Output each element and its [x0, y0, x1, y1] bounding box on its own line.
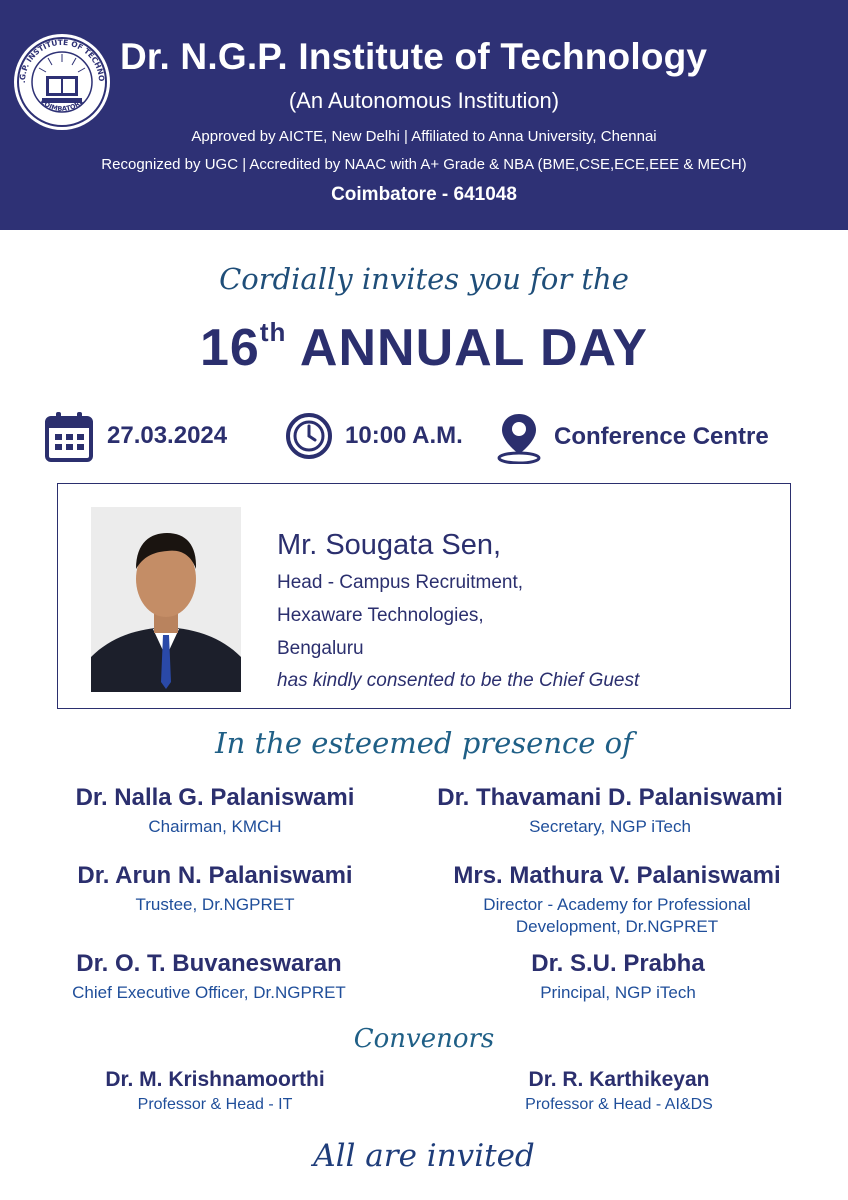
- dignitary-card: [420, 950, 816, 1004]
- institution-name: Dr. N.G.P. Institute of Technology: [120, 36, 708, 77]
- header-banner: [0, 0, 848, 230]
- event-number: 16: [200, 319, 260, 377]
- chief-guest-city: Bengaluru: [277, 638, 364, 659]
- chief-guest-note: has kindly consented to be the Chief Guest: [277, 670, 640, 691]
- chief-guest-photo: [91, 507, 241, 692]
- event-date-text: 27.03.2024: [107, 422, 228, 449]
- logo-text-bottom: COIMBATORE: [38, 97, 86, 113]
- dignitary-card: [412, 862, 822, 938]
- dignitary-name: Dr. Nalla G. Palaniswami: [75, 784, 355, 811]
- event-title: [0, 318, 848, 378]
- event-details: [0, 410, 848, 466]
- event-time: [285, 412, 463, 460]
- calendar-icon: [45, 410, 93, 462]
- chief-guest-company: Hexaware Technologies,: [277, 605, 484, 626]
- event-venue: [496, 410, 769, 464]
- chief-guest-name: Mr. Sougata Sen,: [277, 529, 502, 561]
- institution-subtitle: (An Autonomous Institution): [288, 88, 560, 113]
- dignitary-card: [20, 862, 410, 916]
- convenor-name: Dr. M. Krishnamoorthi: [105, 1068, 325, 1091]
- dignitary-name: Dr. Arun N. Palaniswami: [77, 862, 353, 889]
- location-pin-icon: [496, 410, 542, 464]
- convenor-name: Dr. R. Karthikeyan: [528, 1068, 710, 1091]
- dignitary-role: Secretary, NGP iTech: [529, 817, 691, 836]
- event-name: ANNUAL DAY: [299, 319, 648, 377]
- institution-city: Coimbatore - 641048: [331, 184, 517, 205]
- dignitary-name: Mrs. Mathura V. Palaniswami: [453, 862, 781, 889]
- convenor-card: [20, 1068, 410, 1116]
- chief-guest-designation: Head - Campus Recruitment,: [277, 572, 524, 593]
- event-venue-text: Conference Centre: [554, 423, 769, 450]
- dignitary-card: [14, 950, 404, 1004]
- invite-line: Cordially invites you for the: [219, 262, 629, 296]
- dignitary-role: Trustee, Dr.NGPRET: [135, 895, 295, 914]
- dignitary-card: [412, 784, 808, 838]
- dignitary-role: Chief Executive Officer, Dr.NGPRET: [72, 983, 346, 1002]
- accreditation-line-2: Recognized by UGC | Accredited by NAAC with A+ Grade & NBA (BME,CSE,ECE,EEE & MECH): [101, 156, 747, 173]
- convenor-role: Professor & Head - IT: [137, 1096, 293, 1113]
- event-date: [45, 410, 227, 462]
- dignitary-name: Dr. S.U. Prabha: [531, 950, 705, 977]
- presence-heading: In the esteemed presence of: [215, 726, 633, 760]
- chief-guest-card: [57, 483, 791, 709]
- clock-icon: [285, 412, 333, 460]
- event-ordinal-suffix: th: [259, 316, 287, 347]
- dignitary-card: [20, 784, 410, 838]
- logo-text-top: .G.P. INSTITUTE OF TECHNO: [17, 37, 107, 84]
- convenor-card: [424, 1068, 814, 1116]
- dignitary-role: Principal, NGP iTech: [540, 983, 696, 1002]
- accreditation-line-1: Approved by AICTE, New Delhi | Affiliated to Anna University, Chennai: [191, 128, 657, 145]
- convenor-role: Professor & Head - AI&DS: [525, 1096, 713, 1113]
- dignitary-name: Dr. Thavamani D. Palaniswami: [437, 784, 783, 811]
- closing-line: All are invited: [313, 1138, 535, 1174]
- convenors-heading: Convenors: [353, 1024, 495, 1054]
- event-time-text: 10:00 A.M.: [345, 422, 463, 449]
- institution-logo: [12, 32, 112, 132]
- dignitary-role: Director - Academy for Professional Development, Dr.NGPRET: [483, 895, 751, 936]
- dignitary-name: Dr. O. T. Buvaneswaran: [76, 950, 342, 977]
- dignitary-role: Chairman, KMCH: [148, 817, 282, 836]
